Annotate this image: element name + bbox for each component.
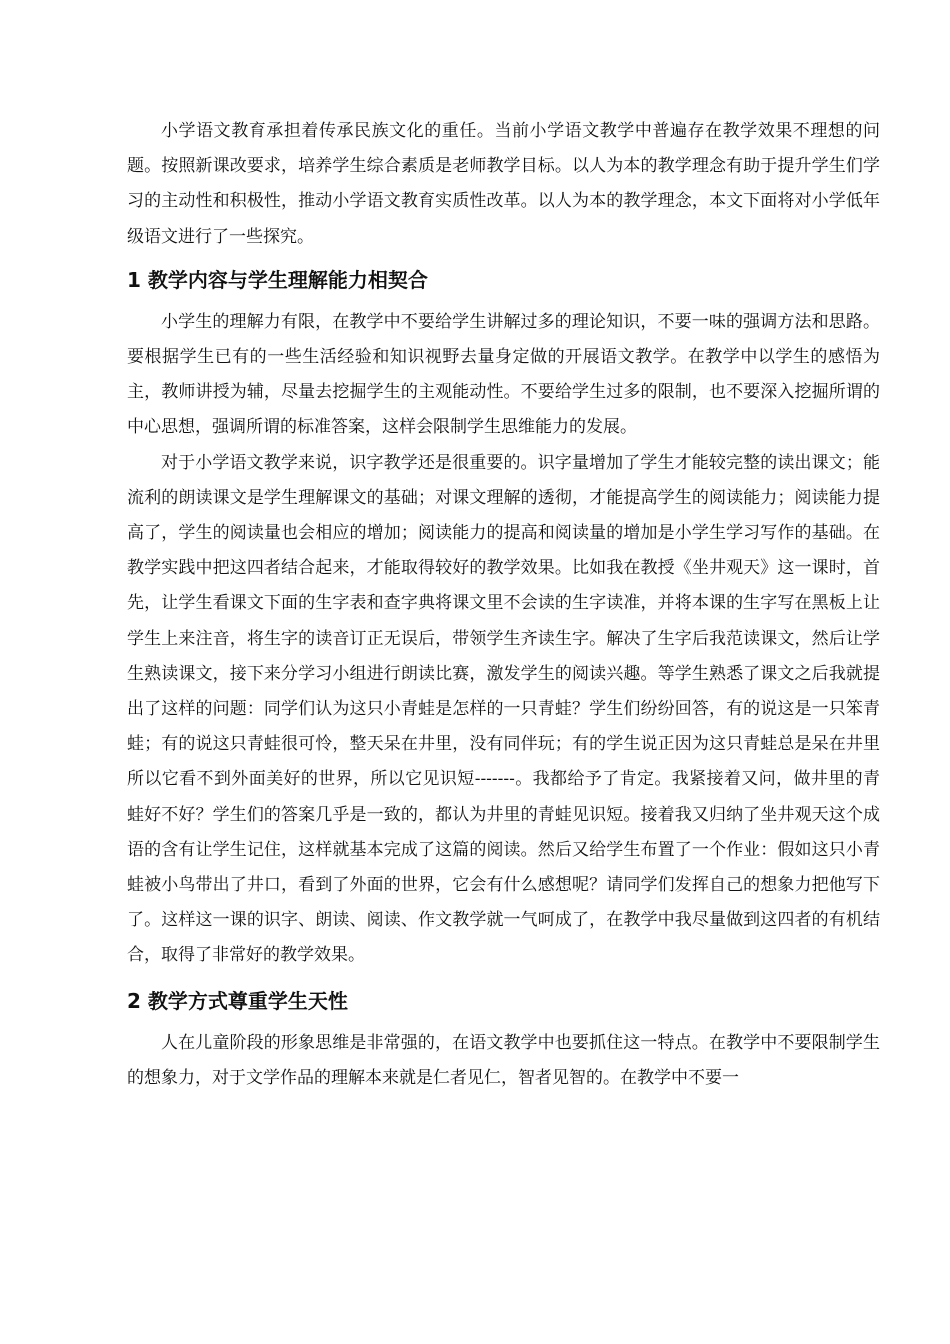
document-page bbox=[127, 114, 880, 1096]
section-1-paragraph-2: 对于小学语文教学来说，识字教学还是很重要的。识字量增加了学生才能较完整的读出课文；能流利的朗读课文是学生理解课文的基础；对课文理解的透彻，才能提高学生的阅读能力；阅读能力提高了，学生的阅读量也会相应的增加；阅读能力的提高和阅读量的增加是小学生学习写作的基础。在教学实践中把这四者结合起来，才能取得较好的教学效果。比如我在教授《坐井观天》这一课时，首先，让学生看课文下面的生字表和查字典将课文里不会读的生字读准，并将本课的生字写在黑板上让学生上来注音，将生字的读音订正无误后，带领学生齐读生字。解决了生字后我范读课文，然后让学生熟读课文，接下来分学习小组进行朗读比赛，激发学生的阅读兴趣。等学生熟悉了课文之后我就提出了这样的问题：同学们认为这只小青蛙是怎样的一只青蛙？学生们纷纷回答，有的说这是一只笨青蛙；有的说这只青蛙很可怜，整天呆在井里，没有同伴玩；有的学生说正因为这只青蛙总是呆在井里所以它看不到外面美好的世界，所以它见识短-------。我都给予了肯定。我紧接着又问，做井里的青蛙好不好？学生们的答案几乎是一致的，都认为井里的青蛙见识短。接着我又归纳了坐井观天这个成语的含有让学生记住，这样就基本完成了这篇的阅读。然后又给学生布置了一个作业：假如这只小青蛙被小鸟带出了井口，看到了外面的世界，它会有什么感想呢？请同学们发挥自己的想象力把他写下了。这样这一课的识字、朗读、阅读、作文教学就一气呵成了，在教学中我尽量做到这四者的有机结合，取得了非常好的教学效果。 bbox=[127, 452, 880, 966]
section-1-paragraph-1: 小学生的理解力有限，在教学中不要给学生讲解过多的理论知识，不要一味的强调方法和思路。要根据学生已有的一些生活经验和知识视野去量身定做的开展语文教学。在教学中以学生的感悟为主，教师讲授为辅，尽量去挖掘学生的主观能动性。不要给学生过多的限制，也不要深入挖掘所谓的中心思想，强调所谓的标准答案，这样会限制学生思维能力的发展。 bbox=[127, 311, 880, 438]
intro-paragraph: 小学语文教育承担着传承民族文化的重任。当前小学语文教学中普遍存在教学效果不理想的问题。按照新课改要求，培养学生综合素质是老师教学目标。以人为本的教学理念有助于提升学生们学习的主动性和积极性，推动小学语文教育实质性改革。以人为本的教学理念，本文下面将对小学低年级语文进行了一些探究。 bbox=[127, 121, 880, 247]
section-1-heading: 1 教学内容与学生理解能力相契合 bbox=[127, 267, 428, 292]
section-2-paragraph-1: 人在儿童阶段的形象思维是非常强的，在语文教学中也要抓住这一特点。在教学中不要限制学生的想象力，对于文学作品的理解本来就是仁者见仁，智者见智的。在教学中不要一 bbox=[127, 1032, 880, 1088]
section-2-heading: 2 教学方式尊重学生天性 bbox=[127, 988, 348, 1013]
